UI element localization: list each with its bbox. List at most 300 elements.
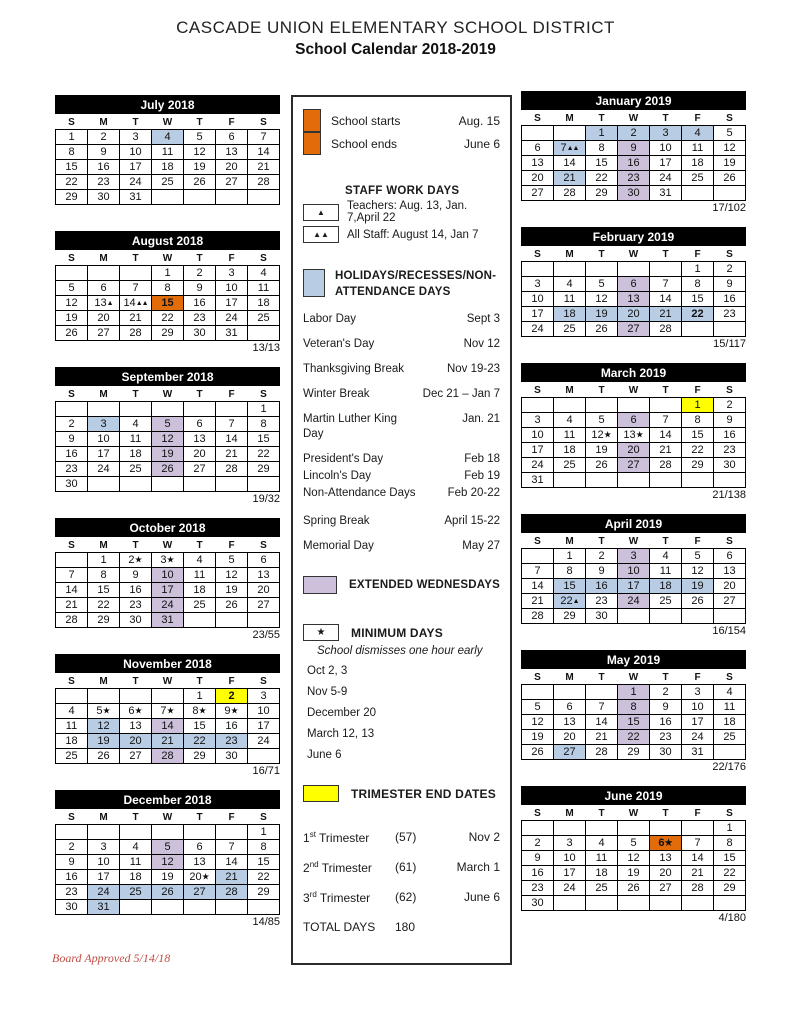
calendar-cell: 12	[184, 145, 216, 160]
calendar-cell: 21	[216, 447, 248, 462]
month-day-count: 16/154	[712, 625, 746, 637]
week-row	[522, 700, 746, 715]
month-september-2018	[55, 367, 280, 506]
calendar-cell	[248, 900, 280, 915]
holiday-list	[303, 312, 500, 554]
calendar-cell: 19	[184, 160, 216, 175]
calendar-cell: 7	[586, 700, 618, 715]
month-title: September 2018	[55, 367, 280, 386]
calendar-cell: 5	[586, 413, 618, 428]
weekday-header: M	[99, 389, 108, 400]
holiday-date: Dec 21 – Jan 7	[422, 387, 500, 400]
calendar-cell: 9	[56, 855, 88, 870]
minimum-days-subtitle: School dismisses one hour early	[317, 645, 483, 658]
month-day-count: 23/55	[252, 629, 280, 641]
calendar-cell: 24	[650, 171, 682, 186]
calendar-cell: 11	[650, 564, 682, 579]
calendar-cell: 11	[554, 292, 586, 307]
weekday-header: W	[628, 113, 639, 124]
week-row	[522, 881, 746, 896]
minimum-day-date: June 6	[307, 749, 342, 762]
calendar-cell: 24	[216, 311, 248, 326]
calendar-cell: 26	[618, 881, 650, 896]
month-title: December 2018	[55, 790, 280, 809]
calendar-cell: 20	[650, 866, 682, 881]
weekday-header: T	[132, 540, 139, 551]
trimester-days-count: (57)	[395, 830, 417, 845]
district-title: CASCADE UNION ELEMENTARY SCHOOL DISTRICT	[176, 18, 615, 37]
calendar-cell	[682, 896, 714, 911]
triangle-marker: ▲▲	[135, 300, 148, 307]
calendar-cell: 20	[184, 447, 216, 462]
calendar-cell: 17	[650, 156, 682, 171]
calendar-cell	[56, 266, 88, 281]
calendar-cell: 15	[248, 855, 280, 870]
week-row	[56, 719, 280, 734]
holiday-name: Winter Break	[303, 387, 370, 400]
weekday-header: S	[534, 536, 541, 547]
calendar-cell: 15	[152, 296, 184, 311]
star-marker: ★	[166, 705, 175, 716]
calendar-cell: 1	[248, 402, 280, 417]
week-row	[522, 594, 746, 609]
minimum-days-list	[303, 665, 500, 761]
weekday-header: W	[162, 812, 173, 823]
calendar-cell: 6	[184, 417, 216, 432]
week-row	[56, 583, 280, 598]
month-title: July 2018	[55, 95, 280, 114]
calendar-cell: 25	[120, 462, 152, 477]
weekday-header: M	[565, 385, 574, 396]
week-row	[56, 130, 280, 145]
calendar-cell	[522, 685, 554, 700]
calendar-cell: 18	[650, 579, 682, 594]
month-grid	[55, 810, 280, 915]
weekday-header-row	[522, 670, 746, 685]
trimester-end-date: March 1	[456, 860, 500, 875]
week-row	[522, 579, 746, 594]
calendar-cell: 27	[522, 186, 554, 201]
calendar-cell	[618, 896, 650, 911]
week-row	[522, 715, 746, 730]
calendar-cell: 2★	[120, 553, 152, 568]
month-grid	[521, 670, 746, 760]
weekday-header: T	[598, 385, 605, 396]
calendar-cell: 7	[682, 836, 714, 851]
holiday-date: Jan. 21	[462, 412, 500, 425]
calendar-cell	[56, 553, 88, 568]
calendar-cell: 21	[650, 307, 682, 322]
calendar-cell	[120, 900, 152, 915]
weekday-header: W	[628, 672, 639, 683]
weekday-header: S	[534, 249, 541, 260]
calendar-cell	[714, 609, 746, 624]
calendar-cell: 29	[248, 462, 280, 477]
calendar-cell: 15	[682, 428, 714, 443]
week-row	[56, 432, 280, 447]
month-day-count: 14/85	[252, 916, 280, 928]
calendar-cell: 27	[184, 885, 216, 900]
calendar-cell: 23	[120, 598, 152, 613]
legend-panel	[291, 95, 512, 965]
week-row	[522, 307, 746, 322]
calendar-cell: 19	[522, 730, 554, 745]
calendar-cell: 26	[56, 326, 88, 341]
calendar-cell: 2	[522, 836, 554, 851]
weekday-header: S	[534, 808, 541, 819]
calendar-cell	[650, 896, 682, 911]
calendar-cell: 11	[120, 855, 152, 870]
calendar-cell: 1	[682, 262, 714, 277]
school-ends-row	[303, 132, 500, 155]
calendar-cell	[554, 896, 586, 911]
week-row	[522, 277, 746, 292]
calendar-cell	[88, 477, 120, 492]
weekday-header-row	[522, 247, 746, 262]
calendar-cell: 3	[650, 126, 682, 141]
trimester-label: 3rd Trimester	[303, 890, 371, 906]
star-marker: ★	[102, 705, 111, 716]
calendar-cell	[248, 749, 280, 764]
calendar-cell: 29	[554, 609, 586, 624]
calendar-cell: 10	[618, 564, 650, 579]
calendar-cell	[586, 685, 618, 700]
weekday-header: S	[260, 540, 267, 551]
calendar-cell: 16	[618, 156, 650, 171]
calendar-cell: 20	[88, 311, 120, 326]
calendar-cell: 16	[56, 870, 88, 885]
weekday-header: F	[228, 117, 235, 128]
calendar-cell: 11	[248, 281, 280, 296]
calendar-cell: 19	[682, 579, 714, 594]
calendar-cell: 24	[522, 458, 554, 473]
calendar-cell	[184, 402, 216, 417]
trimester-rows	[303, 830, 500, 905]
calendar-cell: 22	[586, 171, 618, 186]
calendar-cell: 28	[682, 881, 714, 896]
weekday-header: T	[132, 812, 139, 823]
calendar-cell: 23	[56, 462, 88, 477]
calendar-cell	[682, 473, 714, 488]
calendar-cell: 18	[554, 443, 586, 458]
trimester-label: 1st Trimester	[303, 830, 370, 846]
extended-wednesdays-label: EXTENDED WEDNESDAYS	[349, 579, 500, 592]
calendar-cell: 5	[184, 130, 216, 145]
calendar-cell: 2	[714, 398, 746, 413]
school-starts-date: Aug. 15	[458, 113, 500, 128]
calendar-cell: 13	[714, 564, 746, 579]
calendar-cell: 30	[216, 749, 248, 764]
calendar-cell: 15	[586, 156, 618, 171]
calendar-cell: 30	[618, 186, 650, 201]
calendar-cell: 2	[216, 689, 248, 704]
week-row	[522, 821, 746, 836]
calendar-cell: 14	[586, 715, 618, 730]
month-day-count: 15/117	[713, 338, 746, 350]
calendar-cell: 26	[586, 458, 618, 473]
calendar-cell: 25	[554, 322, 586, 337]
calendar-cell: 8	[714, 836, 746, 851]
calendar-cell: 25	[650, 594, 682, 609]
calendar-cell: 9	[650, 700, 682, 715]
weekday-header: M	[565, 808, 574, 819]
calendar-cell: 12	[88, 719, 120, 734]
calendar-cell: 29	[248, 885, 280, 900]
trimester-days-count: (62)	[395, 890, 417, 905]
holiday-item	[303, 514, 500, 529]
calendar-cell: 18	[120, 447, 152, 462]
calendar-cell	[120, 402, 152, 417]
weekday-header-row	[522, 806, 746, 821]
calendar-cell: 29	[184, 749, 216, 764]
weekday-header: T	[132, 253, 139, 264]
calendar-cell: 18	[184, 583, 216, 598]
calendar-cell: 6★	[120, 704, 152, 719]
calendar-cell: 14	[650, 292, 682, 307]
week-row	[56, 825, 280, 840]
calendar-cell: 10	[152, 568, 184, 583]
extended-wednesdays-row	[303, 576, 500, 594]
calendar-cell: 25	[184, 598, 216, 613]
calendar-cell	[522, 549, 554, 564]
calendar-cell: 1	[554, 549, 586, 564]
calendar-cell: 30	[88, 190, 120, 205]
calendar-cell: 30	[56, 900, 88, 915]
weekday-header: S	[68, 253, 75, 264]
calendar-cell: 5	[586, 277, 618, 292]
week-row	[56, 568, 280, 583]
star-marker: ★	[166, 554, 175, 565]
calendar-cell: 13	[184, 432, 216, 447]
month-title: May 2019	[521, 650, 746, 669]
calendar-cell: 23	[216, 734, 248, 749]
staff-work-day-text: Teachers: Aug. 13, Jan. 7,April 22	[347, 200, 468, 224]
calendar-cell: 6★	[650, 836, 682, 851]
calendar-cell: 3	[120, 130, 152, 145]
calendar-cell: 27	[554, 745, 586, 760]
weekday-header-row	[522, 534, 746, 549]
holiday-item	[303, 412, 500, 442]
calendar-cell: 10	[554, 851, 586, 866]
weekday-header: M	[565, 249, 574, 260]
weekday-header: S	[534, 385, 541, 396]
calendar-cell: 22	[248, 447, 280, 462]
trimester-label: 2nd Trimester	[303, 860, 372, 876]
calendar-cell: 15	[618, 715, 650, 730]
week-row	[522, 458, 746, 473]
calendar-cell: 30	[714, 458, 746, 473]
calendar-cell: 27	[618, 322, 650, 337]
month-title: June 2019	[521, 786, 746, 805]
weekday-header: S	[534, 113, 541, 124]
holiday-item	[303, 312, 500, 327]
calendar-cell: 30	[184, 326, 216, 341]
calendar-cell: 12	[714, 141, 746, 156]
calendar-cell: 20	[248, 583, 280, 598]
calendar-cell: 19	[714, 156, 746, 171]
triangle-marker: ▲	[106, 300, 113, 307]
calendar-cell: 14	[248, 145, 280, 160]
calendar-cell: 23	[650, 730, 682, 745]
calendar-cell: 22	[618, 730, 650, 745]
total-days-label: TOTAL DAYS	[303, 920, 376, 935]
month-grid	[521, 111, 746, 201]
month-title: March 2019	[521, 363, 746, 382]
calendar-cell: 25	[248, 311, 280, 326]
calendar-cell: 30	[522, 896, 554, 911]
calendar-cell: 29	[618, 745, 650, 760]
week-row	[56, 175, 280, 190]
calendar-cell	[586, 473, 618, 488]
weekday-header: W	[628, 536, 639, 547]
weekday-header: T	[662, 249, 669, 260]
month-grid	[55, 251, 280, 341]
weekday-header: F	[228, 676, 235, 687]
calendar-cell: 16	[216, 719, 248, 734]
calendar-cell: 1	[56, 130, 88, 145]
weekday-header: F	[694, 672, 701, 683]
month-day-count	[55, 206, 280, 219]
weekday-header-row	[522, 383, 746, 398]
weekday-header-row	[56, 387, 280, 402]
school-ends-swatch	[303, 132, 321, 155]
calendar-cell: 17	[682, 715, 714, 730]
weekday-header: T	[662, 536, 669, 547]
week-row	[522, 549, 746, 564]
calendar-cell: 18	[152, 160, 184, 175]
calendar-cell: 21	[248, 160, 280, 175]
weekday-header-row	[56, 115, 280, 130]
calendar-cell: 3	[88, 840, 120, 855]
calendar-cell: 29	[88, 613, 120, 628]
calendar-cell: 10	[248, 704, 280, 719]
week-row	[56, 855, 280, 870]
weekday-header: T	[598, 113, 605, 124]
calendar-cell: 26	[88, 749, 120, 764]
calendar-cell: 31	[88, 900, 120, 915]
minimum-day-date: Nov 5-9	[307, 686, 348, 699]
calendar-cell: 16	[714, 292, 746, 307]
staff-work-day-text: All Staff: August 14, Jan 7	[347, 229, 479, 241]
calendar-cell: 7	[216, 417, 248, 432]
month-grid	[55, 674, 280, 764]
calendar-cell	[618, 609, 650, 624]
calendar-cell: 23	[618, 171, 650, 186]
month-day-count: 17/102	[712, 202, 746, 214]
calendar-cell: 21	[522, 594, 554, 609]
month-grid	[55, 538, 280, 628]
week-row	[522, 322, 746, 337]
weekday-header: S	[68, 540, 75, 551]
week-row	[56, 402, 280, 417]
calendar-cell	[152, 402, 184, 417]
calendar-cell: 25	[682, 171, 714, 186]
calendar-cell: 25	[714, 730, 746, 745]
calendar-cell: 7	[120, 281, 152, 296]
calendar-column-left	[55, 95, 280, 941]
calendar-cell: 22	[248, 870, 280, 885]
calendar-cell: 15	[682, 292, 714, 307]
holidays-title: HOLIDAYS/RECESSES/NON-ATTENDANCE DAYS	[335, 270, 497, 298]
calendar-cell: 27	[216, 175, 248, 190]
staff-work-days-section	[303, 185, 500, 243]
calendar-cell: 13	[248, 568, 280, 583]
calendar-cell: 22	[152, 311, 184, 326]
month-title: January 2019	[521, 91, 746, 110]
calendar-cell: 26	[184, 175, 216, 190]
minimum-day-date: December 20	[307, 707, 377, 720]
calendar-cell: 8★	[184, 704, 216, 719]
total-days-value: 180	[395, 920, 416, 935]
calendar-cell: 26	[714, 171, 746, 186]
calendar-cell: 22	[682, 443, 714, 458]
calendar-cell: 13	[554, 715, 586, 730]
calendar-cell	[618, 398, 650, 413]
calendar-cell: 19	[586, 443, 618, 458]
calendar-cell	[650, 609, 682, 624]
calendar-cell: 24	[88, 885, 120, 900]
week-row	[56, 885, 280, 900]
holiday-date: Sept 3	[466, 313, 500, 326]
calendar-cell: 19	[216, 583, 248, 598]
calendar-cell: 25	[120, 885, 152, 900]
month-grid	[55, 115, 280, 205]
calendar-cell: 9	[618, 141, 650, 156]
calendar-cell: 10	[682, 700, 714, 715]
trimester-end-date: June 6	[463, 890, 500, 905]
calendar-cell	[248, 613, 280, 628]
calendar-cell: 6	[248, 553, 280, 568]
week-row	[522, 171, 746, 186]
ordinal-suffix: rd	[309, 890, 317, 900]
week-row	[56, 734, 280, 749]
calendar-cell	[152, 900, 184, 915]
week-row	[522, 685, 746, 700]
calendar-cell: 15	[554, 579, 586, 594]
weekday-header: T	[196, 117, 203, 128]
holiday-name: Non-Attendance Days	[303, 486, 416, 499]
calendar-cell: 3	[248, 689, 280, 704]
star-marker: ★	[134, 554, 143, 565]
calendar-cell: 16	[586, 579, 618, 594]
calendar-cell: 7★	[152, 704, 184, 719]
month-title: November 2018	[55, 654, 280, 673]
calendar-cell: 1	[184, 689, 216, 704]
week-row	[56, 417, 280, 432]
week-row	[56, 160, 280, 175]
weekday-header: S	[68, 676, 75, 687]
calendar-cell: 10	[88, 432, 120, 447]
calendar-cell: 15	[248, 432, 280, 447]
weekday-header: F	[228, 812, 235, 823]
weekday-header: F	[694, 249, 701, 260]
week-row	[522, 473, 746, 488]
calendar-cell: 17	[216, 296, 248, 311]
calendar-cell: 17	[248, 719, 280, 734]
weekday-header-row	[56, 251, 280, 266]
calendar-cell: 22	[714, 866, 746, 881]
weekday-header: T	[132, 117, 139, 128]
calendar-cell: 26	[152, 885, 184, 900]
week-row	[522, 156, 746, 171]
weekday-header-row	[56, 810, 280, 825]
calendar-cell: 15	[714, 851, 746, 866]
triangle-marker: ▲▲	[566, 145, 579, 152]
calendar-cell: 18	[120, 870, 152, 885]
calendar-cell: 3	[682, 685, 714, 700]
weekday-header: W	[628, 385, 639, 396]
week-row	[56, 749, 280, 764]
